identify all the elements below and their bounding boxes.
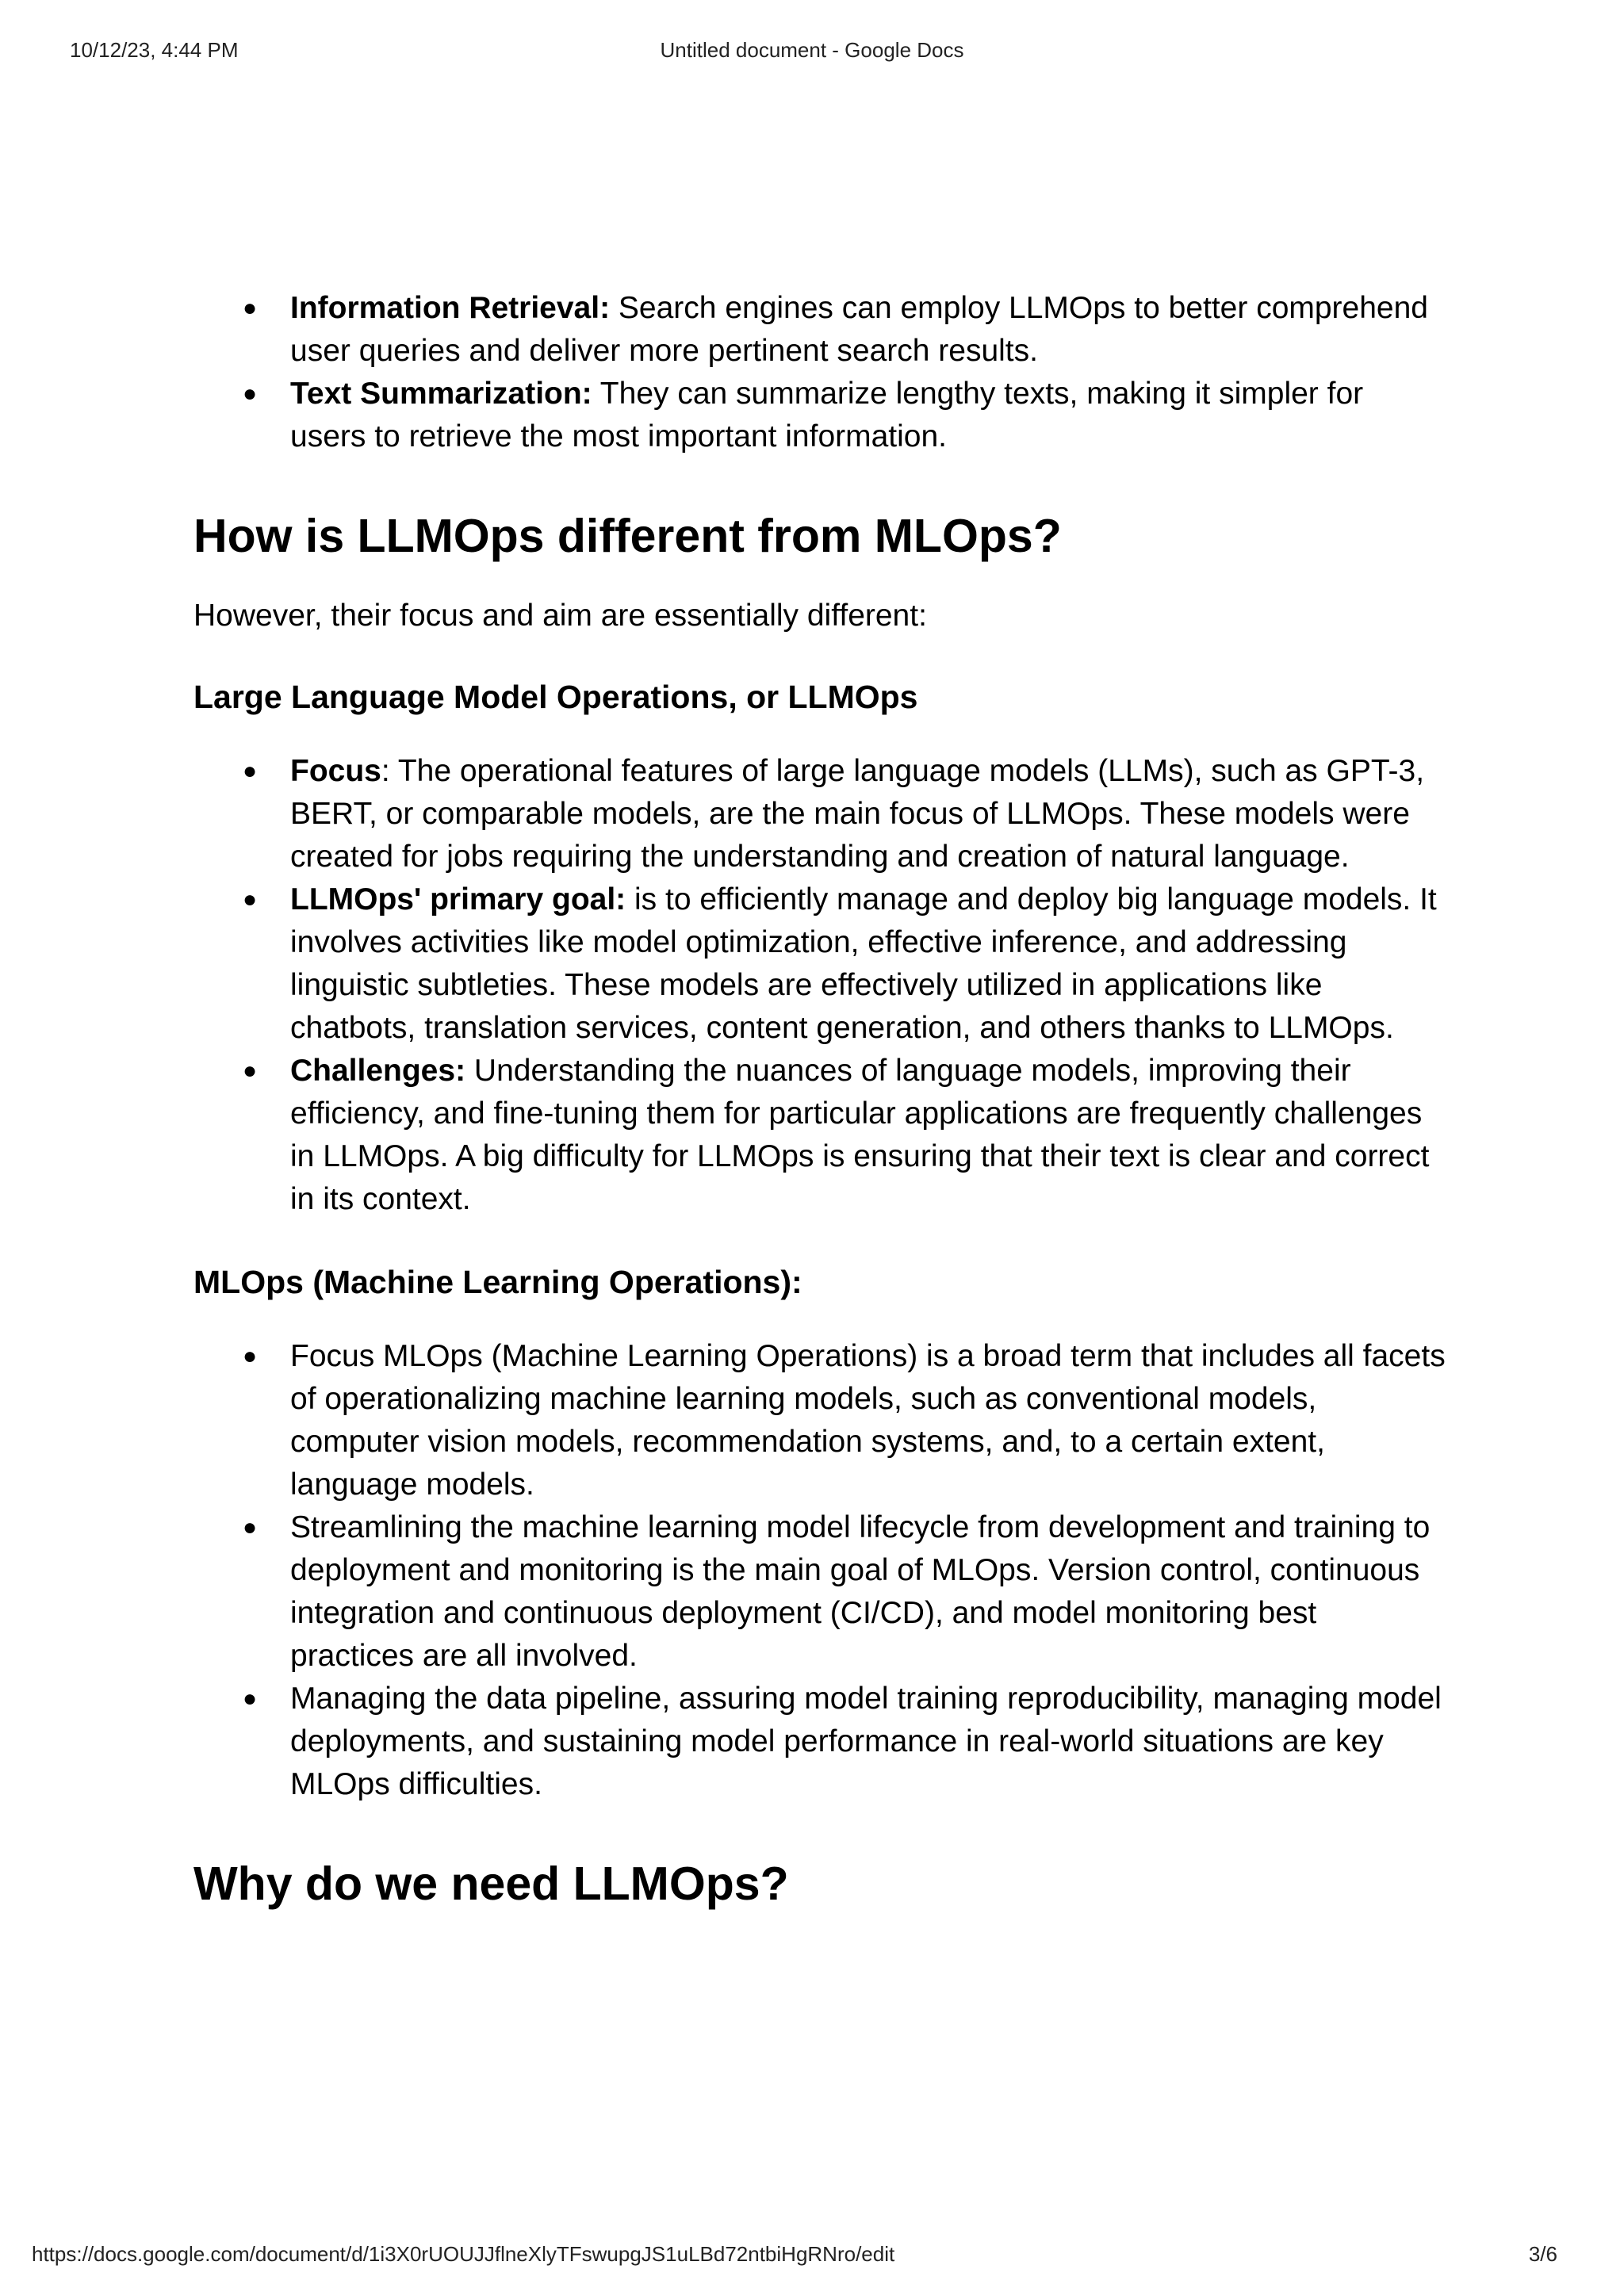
list-item — [193, 1506, 1446, 1678]
mlops-list — [193, 1335, 1446, 1806]
list-item — [193, 750, 1446, 878]
bullet-icon: ● — [243, 1343, 258, 1369]
list-item-label: Information Retrieval: — [290, 291, 611, 325]
list-item — [193, 287, 1446, 373]
list-item-label: LLMOps' primary goal: — [290, 882, 626, 916]
subheading-llmops: Large Language Model Operations, or LLMOps — [193, 679, 918, 715]
list-item — [193, 1050, 1446, 1221]
subheading-mlops: MLOps (Machine Learning Operations): — [193, 1264, 802, 1300]
bullet-icon: ● — [243, 1686, 258, 1712]
list-item-text: is to efficiently manage and deploy big language models. It involves activities like model optimization, effective inference, and addressing linguistic subtleties. These models are effectively utilized in applications like chatbots, translation services, content generation, and others thanks to LLMOps. — [290, 882, 1437, 1045]
list-item — [193, 373, 1446, 458]
section-heading-llmops-vs-mlops: How is LLMOps different from MLOps? — [193, 510, 1062, 562]
list-item-text: Managing the data pipeline, assuring model training reproducibility, managing model deployments, and sustaining model performance in real-world situations are key MLOps difficulties. — [290, 1682, 1442, 1801]
llmops-list — [193, 750, 1446, 1221]
bullet-icon: ● — [243, 1514, 258, 1540]
list-item — [193, 1678, 1446, 1806]
list-item-text: : The operational features of large language models (LLMs), such as GPT-3, BERT, or comparable models, are the main focus of LLMOps. These models were created for jobs requiring the understanding and creation of natural language. — [290, 754, 1425, 874]
list-item-text: Streamlining the machine learning model lifecycle from development and training to deployment and monitoring is the main goal of MLOps. Version control, continuous integration and continuous deployment (CI/CD), and model monitoring best practices are all involved. — [290, 1510, 1431, 1673]
list-item — [193, 878, 1446, 1050]
page-number: 3/6 — [1528, 2242, 1557, 2266]
print-doc-title: Untitled document - Google Docs — [660, 38, 964, 62]
list-item — [193, 1335, 1446, 1506]
print-url: https://docs.google.com/document/d/1i3X0rUOUJJflneXlyTFswupgJS1uLBd72ntbiHgRNro/edit — [32, 2242, 895, 2266]
section-intro-paragraph: However, their focus and aim are essentially different: — [193, 599, 927, 633]
bullet-icon: ● — [243, 886, 258, 913]
section-heading-why-llmops: Why do we need LLMOps? — [193, 1858, 789, 1910]
use-case-list — [193, 287, 1446, 458]
list-item-text: Focus MLOps (Machine Learning Operations) is a broad term that includes all facets of operationalizing machine learning models, such as conventional models, computer vision models, recommendation systems, and, to a certain extent, language models. — [290, 1339, 1446, 1502]
bullet-icon: ● — [243, 1058, 258, 1084]
print-datetime: 10/12/23, 4:44 PM — [70, 38, 239, 62]
print-header — [0, 38, 1624, 67]
bullet-icon: ● — [243, 758, 258, 784]
list-item-label: Text Summarization: — [290, 377, 592, 411]
list-item-text: Search engines can employ LLMOps to better comprehend user queries and deliver more pertinent search results. — [290, 291, 1428, 368]
list-item-text: They can summarize lengthy texts, making it simpler for users to retrieve the most important information. — [290, 377, 1364, 453]
bullet-icon: ● — [243, 295, 258, 321]
print-footer — [0, 2242, 1624, 2271]
list-item-text: Understanding the nuances of language models, improving their efficiency, and fine-tuning them for particular applications are frequently challenges in LLMOps. A big difficulty for LLMOps is ensuring that their text is clear and correct in its context. — [290, 1054, 1430, 1216]
list-item-label: Focus — [290, 754, 381, 788]
document-body — [193, 287, 1446, 1912]
list-item-label: Challenges: — [290, 1054, 466, 1088]
bullet-icon: ● — [243, 381, 258, 407]
